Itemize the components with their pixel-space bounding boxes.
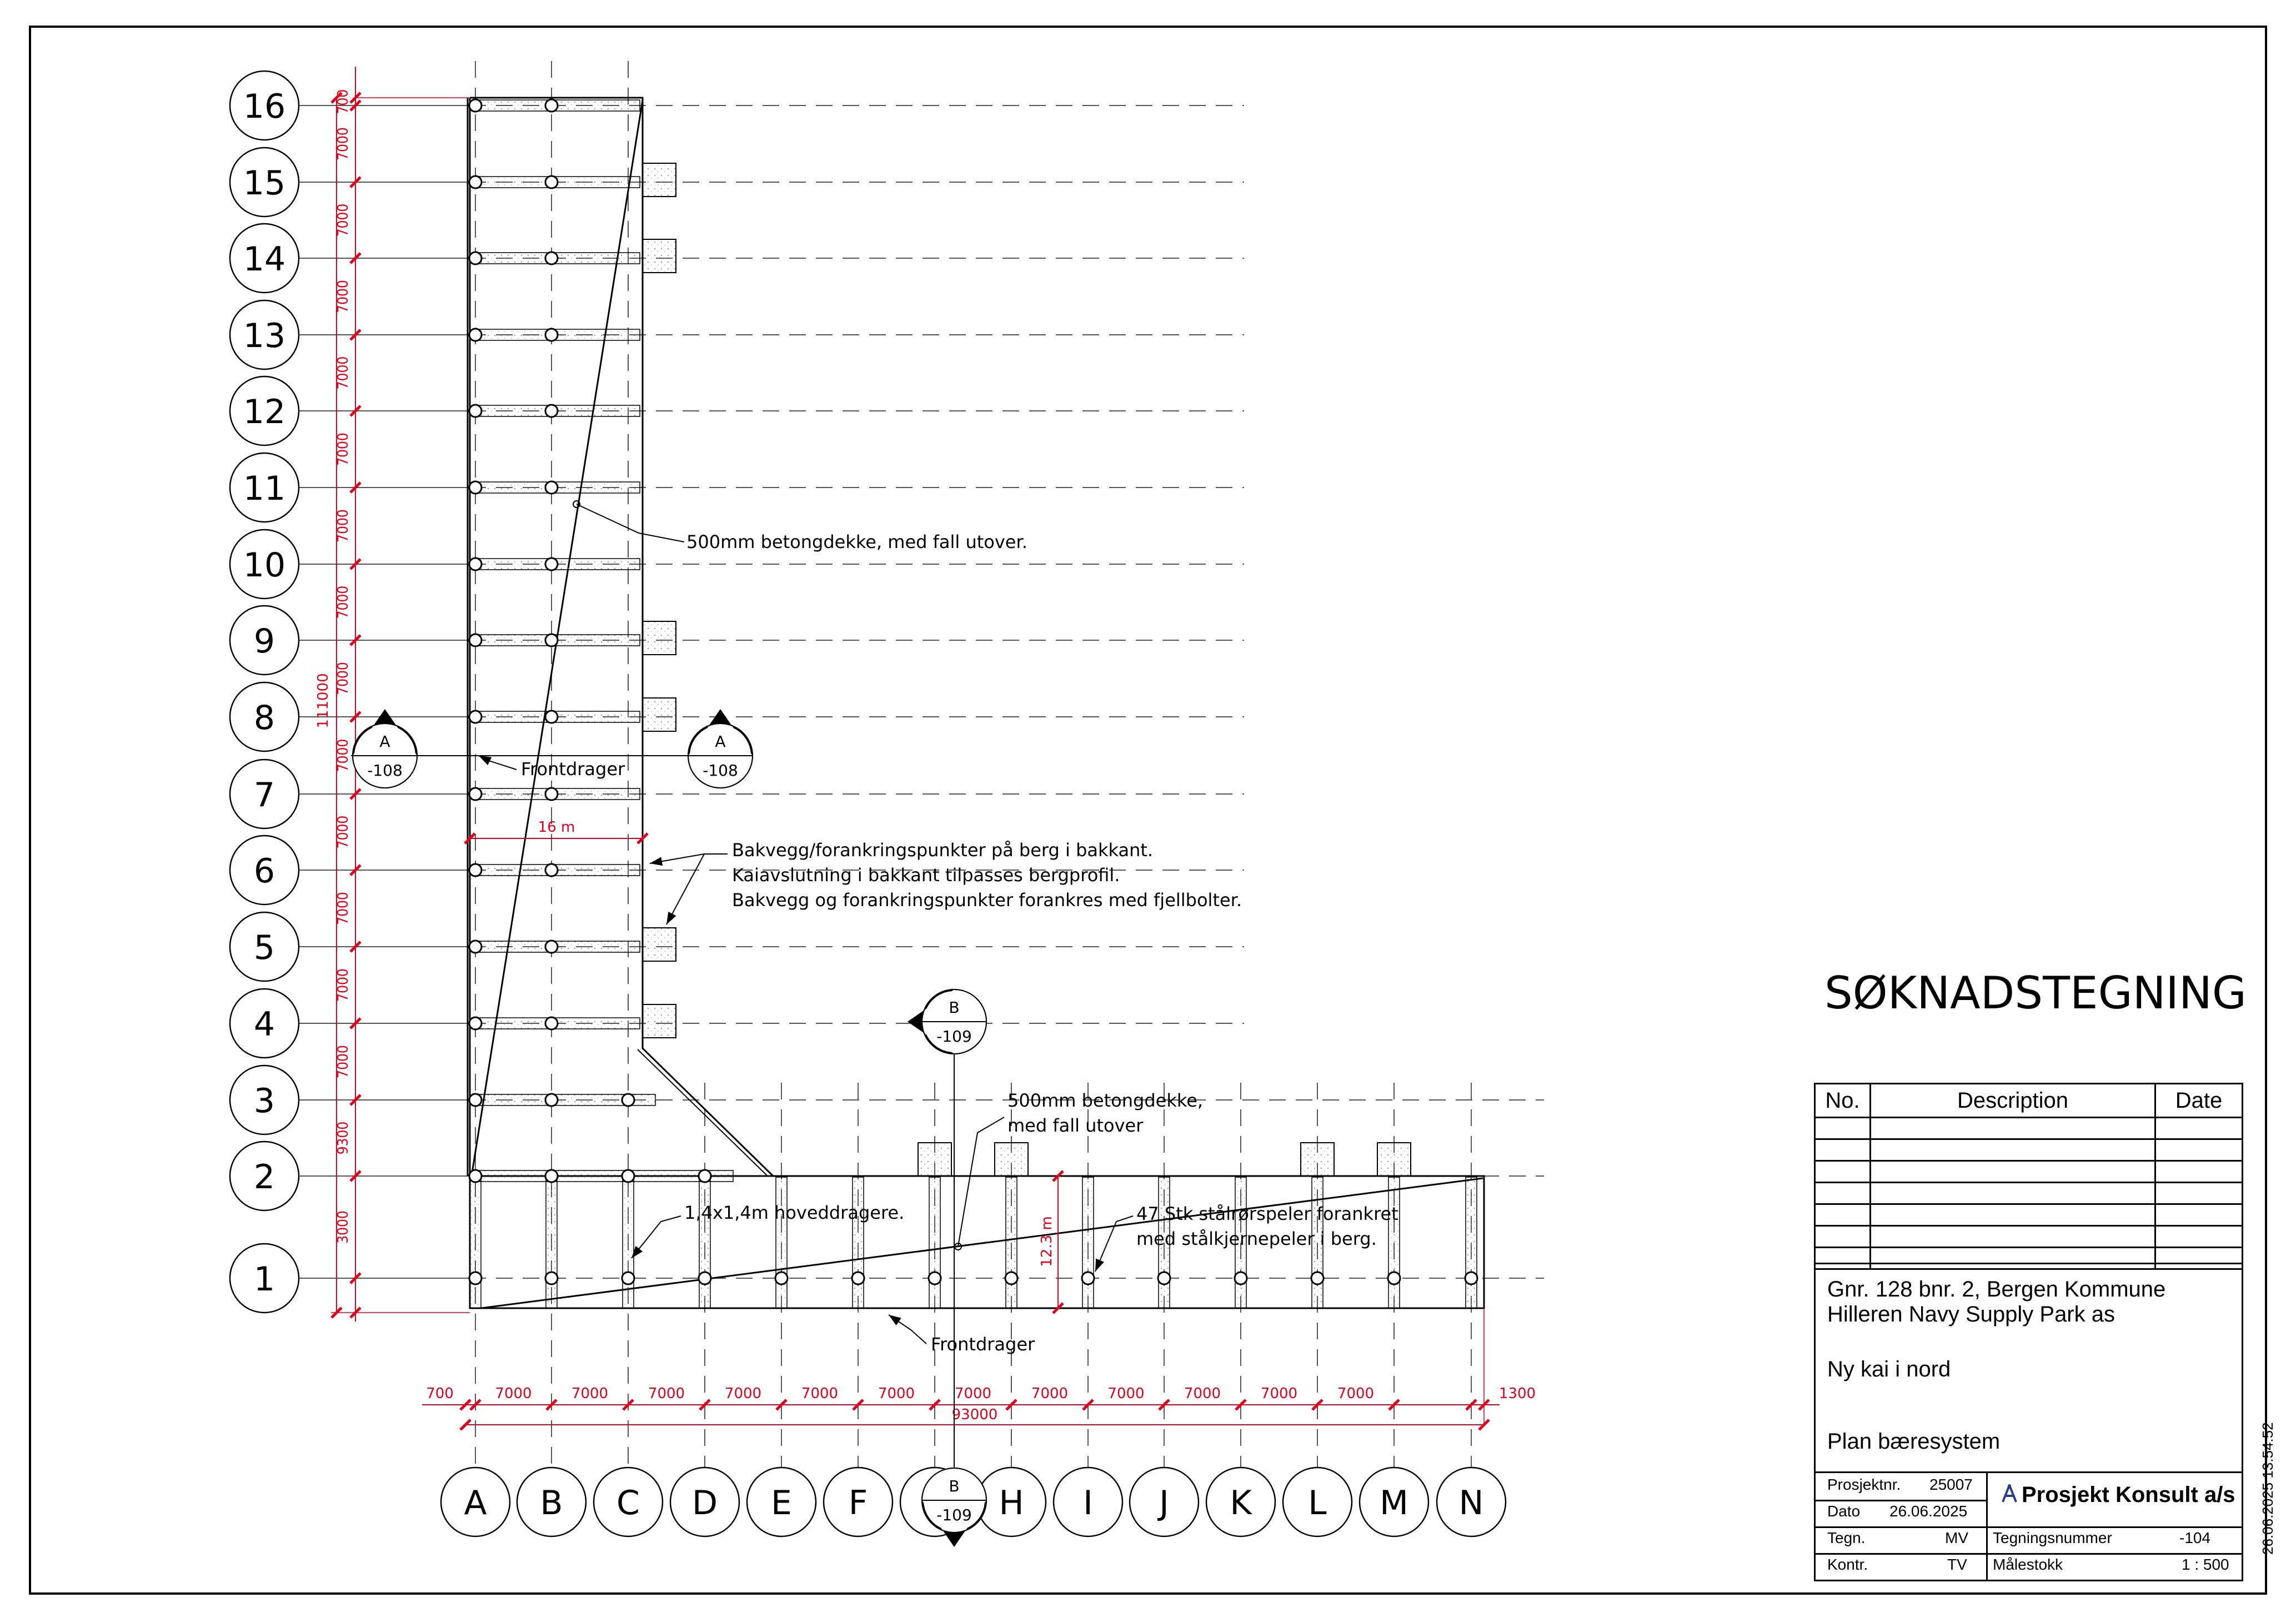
row-label: 2 <box>253 1158 275 1197</box>
steel-pile <box>852 1272 864 1284</box>
section-ref: -108 <box>367 761 403 780</box>
revision-description-header: Description <box>1871 1084 2155 1118</box>
anchor-block <box>643 163 676 197</box>
steel-pile <box>545 941 558 953</box>
revision-row <box>1815 1204 2243 1226</box>
project-name: Ny kai i nord <box>1827 1357 1951 1381</box>
column-label: D <box>691 1484 718 1522</box>
leader-arrow <box>1095 1259 1104 1272</box>
diagonal-edge <box>638 1049 768 1176</box>
horizontal-dimension-text: 700 <box>426 1385 454 1402</box>
column-label: I <box>1083 1484 1093 1522</box>
deck-outline <box>470 98 1484 1308</box>
revision-row <box>1815 1226 2243 1248</box>
steel-pile <box>545 634 558 646</box>
steel-pile <box>1082 1272 1094 1284</box>
property-text: Gnr. 128 bnr. 2, Bergen Kommune <box>1827 1277 2166 1302</box>
steel-pile <box>469 634 482 646</box>
column-label: N <box>1458 1484 1484 1522</box>
row-label: 1 <box>253 1260 275 1299</box>
steel-pile <box>545 99 558 112</box>
steel-pile <box>1388 1272 1400 1284</box>
section-letter: B <box>949 998 960 1017</box>
kontr-label: Kontr. <box>1827 1556 1868 1573</box>
steel-pile <box>469 176 482 188</box>
leader-deck-north <box>576 504 684 542</box>
horizontal-dimension-text: 7000 <box>1184 1385 1221 1402</box>
steel-pile <box>469 1094 482 1106</box>
annotation-bakvegg-2: Kaiavslutning i bakkant tilpasses bergprofil. <box>732 865 1120 886</box>
main-girder <box>1388 1177 1400 1308</box>
steel-pile <box>699 1272 711 1284</box>
column-label: C <box>616 1484 640 1522</box>
section-letter: A <box>715 732 726 751</box>
steel-pile <box>469 481 482 494</box>
vertical-dimension-text: 7000 <box>335 738 352 772</box>
horizontal-dimension-text: 1300 <box>1498 1385 1536 1402</box>
steel-pile <box>775 1272 788 1284</box>
vertical-dimension-text: 7000 <box>335 280 352 313</box>
kontr-value: TV <box>1947 1556 1967 1573</box>
vertical-dimension-text: 7000 <box>335 1045 352 1078</box>
steel-pile <box>469 1170 482 1182</box>
steel-pile <box>545 1017 558 1029</box>
deck-width-text: 16 m <box>538 819 575 836</box>
owner-text: Hilleren Navy Supply Park as <box>1827 1302 2115 1326</box>
steel-pile <box>469 329 482 341</box>
vertical-dimension-text: 7000 <box>335 815 352 849</box>
annotation-bakvegg-3: Bakvegg og forankringspunkter forankres med fjellbolter. <box>732 890 1242 911</box>
section-letter: A <box>379 732 390 751</box>
section-ref: -109 <box>936 1506 972 1524</box>
steel-pile <box>699 1170 711 1182</box>
grid-bubbles <box>230 71 1506 1536</box>
horizontal-dimension-text: 7000 <box>648 1385 685 1402</box>
front-depth-text: 12.3 m <box>1039 1216 1055 1267</box>
column-label: F <box>848 1484 868 1522</box>
anchor-block <box>643 239 676 273</box>
row-label: 7 <box>253 776 275 815</box>
horizontal-total-text: 93000 <box>951 1406 998 1423</box>
horizontal-dimension-text: 7000 <box>1031 1385 1069 1402</box>
steel-pile <box>622 1272 634 1284</box>
vertical-dimension-text: 7000 <box>335 968 352 1002</box>
section-b-top <box>908 989 986 1054</box>
horizontal-dimension-text: 7000 <box>801 1385 839 1402</box>
tegningsnummer-label: Tegningsnummer <box>1993 1529 2112 1546</box>
annotation-frontdrager-lower: Frontdrager <box>931 1334 1035 1355</box>
main-girder <box>929 1177 940 1308</box>
row-label: 9 <box>253 622 275 661</box>
compass-logo-icon <box>1999 1484 2019 1504</box>
horizontal-dimension-text: 7000 <box>1107 1385 1145 1402</box>
steel-pile <box>545 405 558 417</box>
main-girder <box>470 1177 481 1308</box>
horizontal-dimension-text: 7000 <box>1260 1385 1298 1402</box>
anchor-block <box>995 1143 1028 1176</box>
steel-pile <box>469 1272 482 1284</box>
anchor-block <box>918 1143 951 1176</box>
vertical-dimension-text: 7000 <box>335 127 352 160</box>
column-label: E <box>771 1484 792 1522</box>
column-label: M <box>1380 1484 1408 1522</box>
steel-pile <box>545 252 558 264</box>
section-a-right <box>688 709 753 788</box>
steel-pile <box>1235 1272 1247 1284</box>
revision-header-row <box>1815 1084 2243 1118</box>
application-stamp: SØKNADSTEGNING <box>1824 967 2247 1019</box>
anchor-block <box>643 621 676 655</box>
steel-pile <box>545 481 558 494</box>
steel-pile <box>545 329 558 341</box>
column-label: L <box>1308 1484 1327 1522</box>
steel-pile <box>469 252 482 264</box>
horizontal-dimension-text: 7000 <box>1337 1385 1375 1402</box>
steel-pile <box>545 788 558 800</box>
main-girder <box>699 1177 710 1308</box>
steel-pile <box>622 1094 634 1106</box>
steel-pile <box>1311 1272 1324 1284</box>
steel-pile <box>469 864 482 876</box>
revision-row <box>1815 1118 2243 1139</box>
row-label: 10 <box>243 546 286 585</box>
vertical-dimension-text: 7000 <box>335 356 352 390</box>
section-a-left <box>353 709 417 788</box>
steel-pile <box>469 405 482 417</box>
row-label: 4 <box>253 1005 275 1044</box>
steel-pile <box>545 1272 558 1284</box>
row-label: 3 <box>253 1082 275 1120</box>
section-letter: B <box>949 1477 960 1495</box>
leader-arrow <box>666 912 676 924</box>
anchor-block <box>1377 1143 1411 1176</box>
steel-pile <box>545 864 558 876</box>
grid-lines <box>299 61 1544 1468</box>
steel-pile <box>469 941 482 953</box>
annotation-piles-1: 47 Stk stålrørspeler forankret <box>1136 1203 1398 1224</box>
revision-date-header: Date <box>2155 1084 2243 1118</box>
annotation-deck-north: 500mm betongdekke, med fall utover. <box>686 531 1027 552</box>
steel-pile <box>469 558 482 570</box>
revision-no-header: No. <box>1815 1084 1871 1118</box>
section-ref: -109 <box>936 1027 972 1046</box>
vertical-dimension-text: 3000 <box>335 1210 352 1244</box>
steel-pile <box>622 1170 634 1182</box>
print-timestamp: 26.06.2025 13:54:52 <box>2259 1422 2276 1555</box>
main-girder <box>1082 1177 1094 1308</box>
dimension-lines <box>315 67 1536 1430</box>
revision-row <box>1815 1139 2243 1161</box>
row-label: 6 <box>253 852 275 891</box>
steel-pile <box>545 1094 558 1106</box>
anchor-block <box>1301 1143 1334 1176</box>
dato-label: Dato <box>1827 1503 1861 1520</box>
horizontal-dimension-text: 7000 <box>724 1385 762 1402</box>
vertical-dimension-text: 7000 <box>335 509 352 542</box>
vertical-total-text: 111000 <box>315 673 332 728</box>
malestokk-value: 1 : 500 <box>2182 1556 2229 1573</box>
row-label: 14 <box>243 240 286 279</box>
transverse-beam <box>472 1170 733 1182</box>
steel-pile <box>1005 1272 1017 1284</box>
vertical-dimension-text: 7000 <box>335 433 352 466</box>
vertical-dimension-text: 7000 <box>335 662 352 695</box>
row-label: 11 <box>243 469 286 508</box>
leader-arrow <box>889 1315 901 1325</box>
vertical-dimension-text: 7000 <box>335 892 352 925</box>
column-label: A <box>464 1484 487 1522</box>
steel-pile <box>469 711 482 723</box>
main-girder <box>776 1177 787 1308</box>
anchor-block <box>643 698 676 731</box>
company-name: Prosjekt Konsult a/s <box>2022 1483 2235 1507</box>
horizontal-dimension-text: 7000 <box>878 1385 915 1402</box>
drawing-title: Plan bæresystem <box>1827 1429 2001 1454</box>
revision-table <box>1814 1083 2243 1270</box>
main-girder <box>546 1177 557 1308</box>
steel-pile <box>545 558 558 570</box>
main-girder <box>1466 1177 1477 1308</box>
tegningsnummer-value: -104 <box>2179 1529 2211 1546</box>
steel-pile <box>1158 1272 1170 1284</box>
column-label: H <box>999 1484 1024 1522</box>
leader-arrow <box>479 756 492 765</box>
annotation-bakvegg-1: Bakvegg/forankringspunkter på berg i bakkant. <box>732 840 1154 861</box>
steel-pile <box>469 99 482 112</box>
vertical-dimension-text: 9300 <box>335 1121 352 1155</box>
section-ref: -108 <box>703 761 738 780</box>
quay-structure <box>468 98 1484 1308</box>
anchor-block <box>643 928 676 961</box>
steel-pile <box>929 1272 941 1284</box>
annotation-frontdrager-upper: Frontdrager <box>521 758 625 780</box>
steel-pile <box>545 176 558 188</box>
tegn-label: Tegn. <box>1827 1529 1866 1546</box>
prosjektnr-value: 25007 <box>1929 1476 1973 1493</box>
row-label: 12 <box>243 393 286 431</box>
horizontal-dimension-text: 7000 <box>571 1385 609 1402</box>
row-label: 13 <box>243 316 286 355</box>
row-label: 5 <box>253 928 275 967</box>
vertical-dimension-text: 7000 <box>335 203 352 237</box>
revision-row <box>1815 1161 2243 1183</box>
row-label: 15 <box>243 164 286 203</box>
column-label: B <box>540 1484 563 1522</box>
annotation-piles-2: med stålkjernepeler i berg. <box>1136 1228 1377 1249</box>
annotation-deck-south-1: 500mm betongdekke, <box>1007 1090 1204 1111</box>
steel-pile <box>1465 1272 1477 1284</box>
leader-deck-south <box>958 1117 1004 1247</box>
steel-pile <box>469 1017 482 1029</box>
section-markers <box>351 709 986 1547</box>
row-label: 8 <box>253 699 275 737</box>
dato-value: 26.06.2025 <box>1889 1503 1968 1520</box>
annotation-deck-south-2: med fall utover <box>1007 1115 1144 1136</box>
malestokk-label: Målestokk <box>1993 1556 2063 1573</box>
main-girder <box>623 1177 634 1308</box>
horizontal-dimension-text: 7000 <box>954 1385 992 1402</box>
main-girder <box>1006 1177 1017 1308</box>
row-label: 16 <box>243 87 286 126</box>
main-girder <box>853 1177 864 1308</box>
leader-arrow <box>650 857 663 866</box>
prosjektnr-label: Prosjektnr. <box>1827 1476 1901 1493</box>
horizontal-dimension-text: 7000 <box>495 1385 532 1402</box>
steel-pile <box>545 711 558 723</box>
vertical-dimension-text: 7000 <box>335 585 352 619</box>
steel-pile <box>545 1170 558 1182</box>
anchor-block <box>643 1004 676 1038</box>
steel-pile <box>469 788 482 800</box>
annotation-hoveddragere: 1,4x1,4m hoveddragere. <box>684 1202 905 1223</box>
column-label: J <box>1159 1484 1169 1522</box>
vertical-dimension-text: 700 <box>335 89 352 114</box>
tegn-value: MV <box>1945 1529 1968 1546</box>
revision-row <box>1815 1183 2243 1204</box>
column-label: K <box>1230 1484 1252 1522</box>
